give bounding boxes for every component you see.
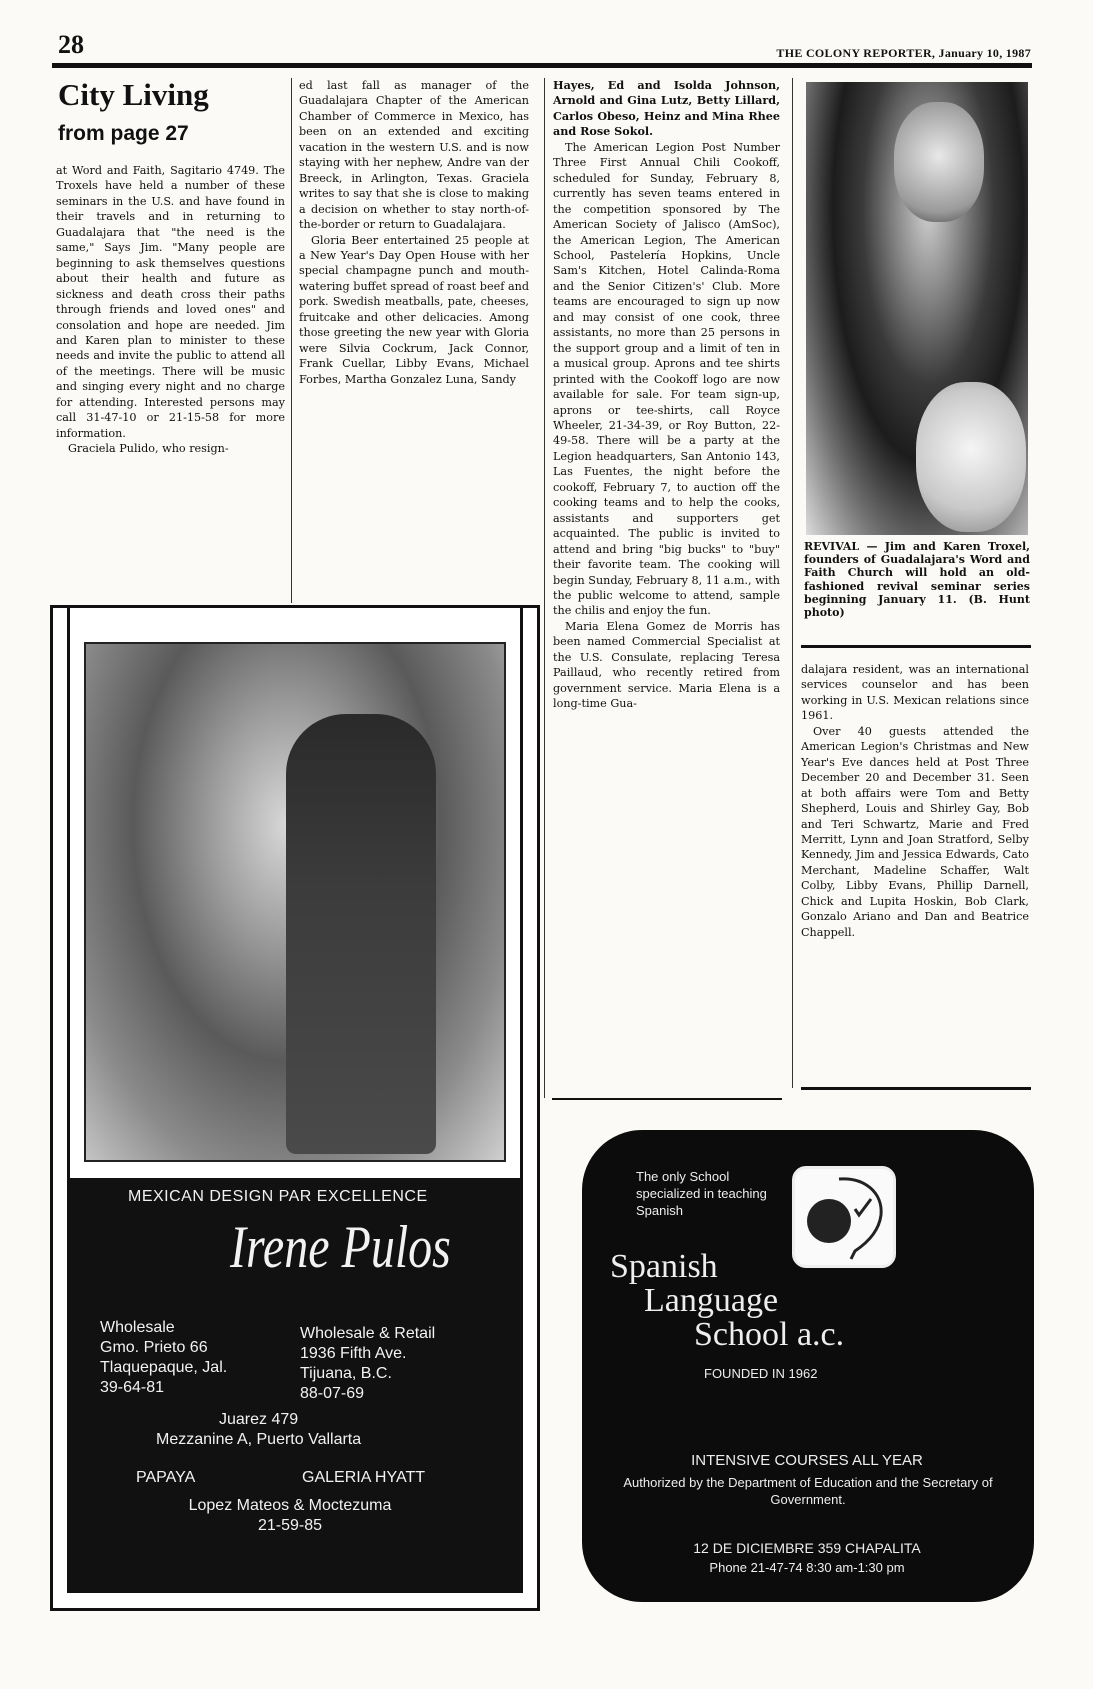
col3-paragraph: Hayes, Ed and Isolda Johnson, Arnold and Gina Lutz, Betty Lillard, Carlos Obeso, Heinz and Mina Rhee and Rose Sokol. <box>553 78 780 139</box>
ad-info-panel <box>70 1178 520 1590</box>
irene-pulos-ad <box>50 605 540 1611</box>
wholesale-label: Wholesale <box>100 1319 175 1336</box>
address-line: Juarez 479 <box>218 1411 299 1428</box>
revival-photo <box>806 82 1028 535</box>
photo-caption: REVIVAL — Jim and Karen Troxel, founders of Guadalajara's Word and Faith Church will hold an old-fashioned revival seminar series beginning January 11. (B. Hunt photo) <box>804 540 1030 620</box>
col3-paragraph: Maria Elena Gomez de Morris has been named Commercial Specialist at the U.S. Consulate, replacing Teresa Paillaud, who recently retired from government service. Maria Elena is a long-time Gua- <box>553 619 780 711</box>
address-line: Lopez Mateos & Moctezuma <box>188 1497 392 1514</box>
irene-pulos-logo: Irene Pulos <box>230 1214 451 1281</box>
address-line: 1936 Fifth Ave. <box>300 1345 407 1362</box>
papaya-label: PAPAYA <box>136 1469 196 1486</box>
column-end-rule <box>552 1098 782 1100</box>
ad-tagline: MEXICAN DESIGN PAR EXCELLENCE <box>128 1188 428 1205</box>
retail-label: Wholesale & Retail <box>300 1325 436 1342</box>
page-number: 28 <box>58 30 84 59</box>
article-column-2 <box>299 78 529 387</box>
spanish-school-ad <box>582 1130 1034 1602</box>
address-line: Tijuana, B.C. <box>300 1365 392 1382</box>
school-phone: Phone 21-47-74 8:30 am-1:30 pm <box>709 1560 905 1575</box>
school-name-line: School a.c. <box>694 1316 845 1353</box>
column-divider <box>291 78 292 603</box>
article-column-3 <box>553 78 780 712</box>
phone-number: 39-64-81 <box>100 1379 165 1396</box>
school-name <box>602 1250 922 1352</box>
col4-paragraph: dalajara resident, was an international services counselor and has been working in U.S. Mexican relations since 1961. <box>801 663 1029 723</box>
phone-number: 21-59-85 <box>257 1517 323 1534</box>
column-end-rule <box>801 1087 1031 1090</box>
col2-paragraph: Gloria Beer entertained 25 people at a New Year's Day Open House with her special champagne punch and mouth-watering buffet spread of roast beef and pork. Swedish meatballs, pate, cheeses, fruitcake and other delicacies. Among those greeting the new year with Gloria were Silvia Cockrum, Jack Connor, Frank Cuellar, Libby Evans, Michael Forbes, Martha Gonzalez Luna, Sandy <box>299 233 529 386</box>
masthead: THE COLONY REPORTER, January 10, 1987 <box>776 46 1031 60</box>
address-line: Mezzanine A, Puerto Vallarta <box>156 1431 362 1448</box>
address-line: Gmo. Prieto 66 <box>100 1339 208 1356</box>
retail-block <box>300 1324 435 1404</box>
galeria-label: GALERIA HYATT <box>302 1469 425 1486</box>
authorization-text: Authorized by the Department of Education and the Secretary of Government. <box>623 1475 993 1507</box>
column-divider <box>544 78 545 1098</box>
founded-year: FOUNDED IN 1962 <box>704 1366 818 1381</box>
lopez-block <box>170 1496 410 1536</box>
col3-paragraph: The American Legion Post Number Three First Annual Chili Cookoff, scheduled for Sunday, February 8, currently has seven teams entered in the competition sponsored by The American Society of Jalisco (AmSoc), the American Legion, The American School, Pastelería Hopkins, Uncle Sam's Kitchen, Hotel Calinda-Roma and the Senior Citizen's' Club. More teams are encouraged to sign up now and may consist of one cook, three assistants, no more than 25 persons in the support group and a limit of ten in a musical group. Aprons and tee shirts printed with the Cookoff logo are now available for sale. For team sign-up, aprons or tee-shirts, call Royce Wheeler, 21-34-39, or Roy Button, 22-49-58. There will be a party at the Legion headquarters, San Antonio 143, Las Fuentes, the night before the cookoff, February 7, to auction off the cooking teams and to help the cooks, assistants and supporters get acquainted. The public is invited to attend and bring "big bucks" to "buy" their favorite team. The cooking will begin Sunday, February 8, 11 a.m., with the public welcome to attend, sample the chilis and enjoy the fun. <box>553 140 780 618</box>
col2-paragraph: ed last fall as manager of the Guadalajara Chapter of the American Chamber of Commerce in Mexico, has been on an extended and exciting vacation in the western U.S. and is now staying with her nephew, Andre van der Breeck, in Arlington, Texas. Graciela writes to say that she is close to making a decision on whether to stay north-of-the-border or return to Guadalajara. <box>299 79 529 232</box>
school-name-line: Spanish <box>610 1248 718 1285</box>
model-figure <box>286 714 436 1154</box>
ad-photo <box>84 642 506 1162</box>
school-name-line: Language <box>644 1282 779 1319</box>
caption-rule <box>801 645 1031 648</box>
article-title: City Living <box>58 77 209 112</box>
column-divider <box>792 78 793 1088</box>
col4-paragraph: Over 40 guests attended the American Legion's Christmas and New Year's Eve dances held at Post Three December 20 and December 31. Seen at both affairs were Tom and Betty Shepherd, Louis and Shirley Gay, Bob and Teri Schwartz, Marie and Fred Merritt, Lynn and Joan Stratford, Selby Kennedy, Jim and Jessica Edwards, Cato Merchant, Madeline Schaffer, Walt Colby, Libby Evans, Phillip Darnell, Chick and Lupita Hoskin, Bob Clark, Gonzalo Ariano and Dan and Beatrice Chappell. <box>801 724 1029 939</box>
col1-paragraph: Graciela Pulido, who resign- <box>68 442 229 456</box>
phone-number: 88-07-69 <box>300 1385 365 1402</box>
vallarta-block <box>156 1410 361 1450</box>
photo-woman <box>916 382 1026 532</box>
top-rule <box>52 63 1032 68</box>
ad-intro-text: The only School specialized in teaching Spanish <box>636 1169 767 1218</box>
article-column-1 <box>56 163 285 457</box>
school-address: 12 DE DICIEMBRE 359 CHAPALITA <box>693 1540 921 1556</box>
article-column-4 <box>801 662 1029 940</box>
wholesale-block <box>100 1318 227 1398</box>
ad-inner-frame <box>67 608 523 1593</box>
address-line: Tlaquepaque, Jal. <box>100 1359 228 1376</box>
photo-man <box>894 102 984 222</box>
courses-text: INTENSIVE COURSES ALL YEAR <box>691 1452 923 1469</box>
col1-paragraph: at Word and Faith, Sagitario 4749. The Troxels have held a number of these seminars in the U.S. and have found in their travels and in returning to Guadalajara that "the need is the same," Says Jim. "Many people are beginning to ask themselves questions about their health and future as sickness and death cross their paths through friends and loved ones" and consolation and hope are needed. Jim and Karen plan to minister to these needs and invite the public to attend all of the meetings. There will be music and singing every night and no charge for attending. Interested persons may call 31-47-10 or 21-15-58 for more information. <box>56 164 285 440</box>
article-continued: from page 27 <box>58 122 189 145</box>
